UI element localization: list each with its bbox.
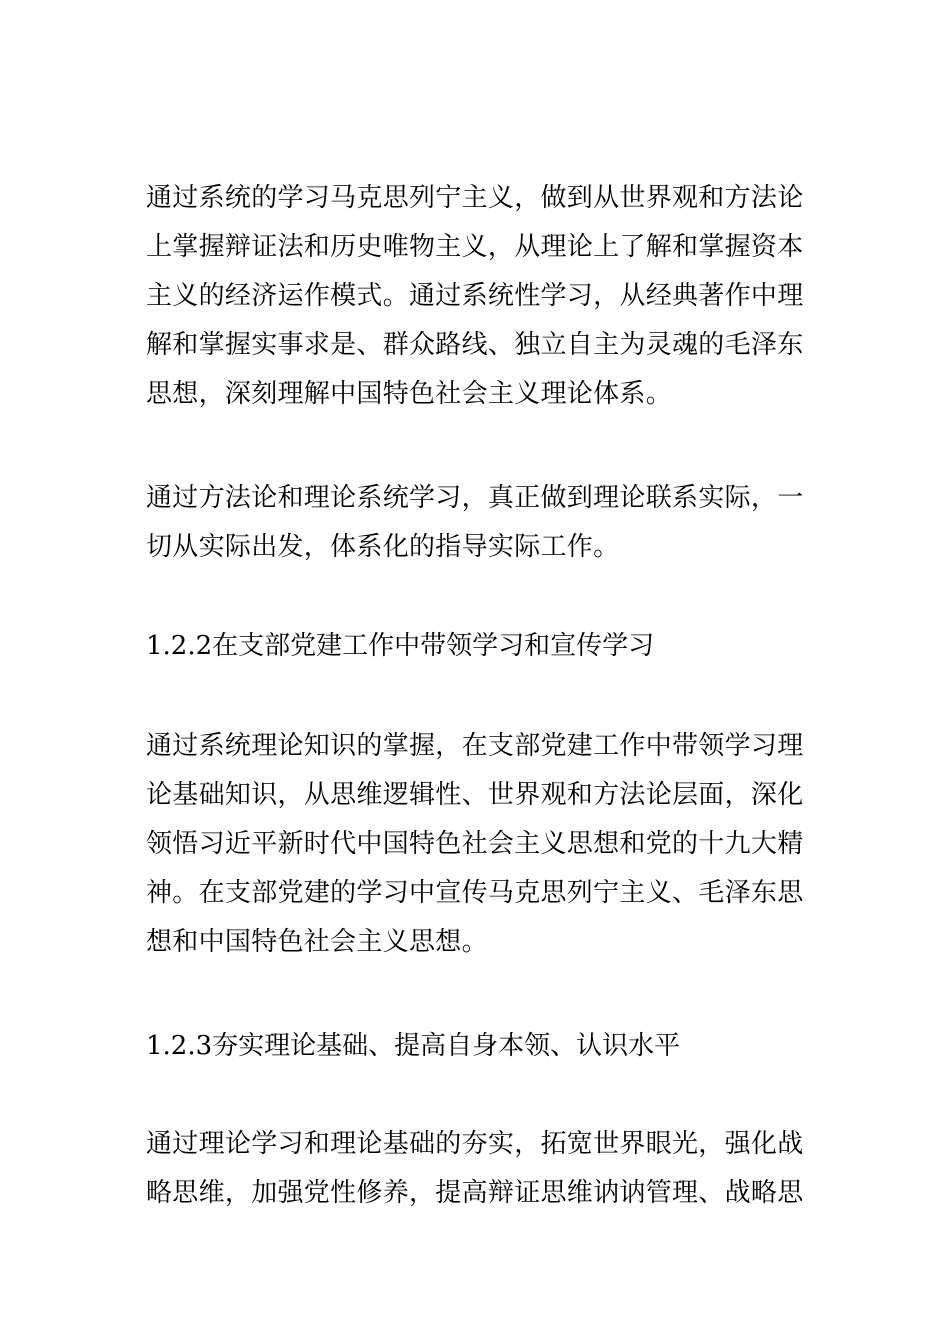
text-line: 通过方法论和理论系统学习，真正做到理论联系实际，一 <box>146 483 804 513</box>
text-line: 略思维，加强党性修养，提高辩证思维讷讷管理、战略思 <box>146 1178 804 1208</box>
text-line: 思想，深刻理解中国特色社会主义理论体系。 <box>146 379 673 409</box>
text-line: 解和掌握实事求是、群众路线、独立自主为灵魂的毛泽东 <box>146 330 804 360</box>
heading-text: 1.2.2在支部党建工作中带领学习和宣传学习 <box>146 631 655 661</box>
section-heading-1-2-3 <box>146 1022 810 1071</box>
text-line: 上掌握辩证法和历史唯物主义，从理论上了解和掌握资本 <box>146 232 804 262</box>
text-line: 通过系统理论知识的掌握，在支部党建工作中带领学习理 <box>146 731 804 761</box>
text-line: 主义的经济运作模式。通过系统性学习，从经典著作中理 <box>146 281 804 311</box>
paragraph-2 <box>146 474 810 572</box>
paragraph-1 <box>146 174 810 419</box>
text-line: 切从实际出发，体系化的指导实际工作。 <box>146 532 620 562</box>
text-line: 通过理论学习和理论基础的夯实，拓宽世界眼光，强化战 <box>146 1129 804 1159</box>
text-line: 领悟习近平新时代中国特色社会主义思想和党的十九大精 <box>146 829 804 859</box>
text-line: 论基础知识，从思维逻辑性、世界观和方法论层面，深化 <box>146 780 804 810</box>
text-line: 想和中国特色社会主义思想。 <box>146 927 488 957</box>
heading-text: 1.2.3夯实理论基础、提高自身本领、认识水平 <box>146 1031 681 1061</box>
text-line: 神。在支部党建的学习中宣传马克思列宁主义、毛泽东思 <box>146 878 804 908</box>
section-heading-1-2-2 <box>146 622 810 671</box>
paragraph-3 <box>146 722 810 967</box>
paragraph-4 <box>146 1120 810 1218</box>
text-line: 通过系统的学习马克思列宁主义，做到从世界观和方法论 <box>146 183 804 213</box>
